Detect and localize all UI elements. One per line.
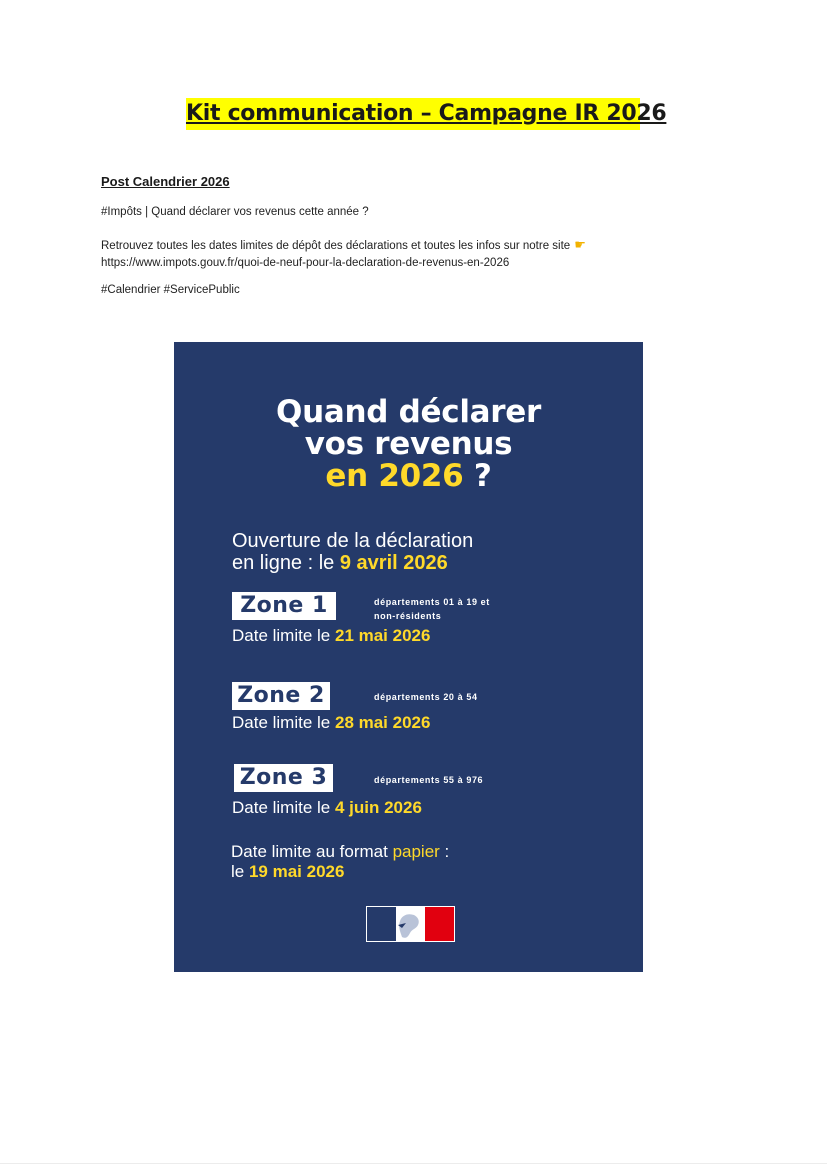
- zone-1-departments-line-1: départements 01 à 19 et: [374, 597, 490, 607]
- post-line-dates-info-text: Retrouvez toutes les dates limites de dépôt des déclarations et toutes les infos sur notre site: [101, 240, 571, 252]
- opening-prefix: en ligne : le: [232, 552, 340, 574]
- paper-word: papier: [392, 842, 440, 861]
- opening-line-2: [232, 552, 473, 574]
- headline-line-2: vos revenus: [304, 426, 513, 462]
- paper-prefix: Date limite au format: [231, 842, 393, 861]
- paper-line-2-prefix: le: [231, 862, 249, 881]
- republique-francaise-logo-icon: [366, 906, 455, 942]
- post-line-hashtag-question: #Impôts | Quand déclarer vos revenus cette année ?: [101, 206, 369, 218]
- zone-3-badge: Zone 3: [234, 764, 333, 792]
- zone-2-departments: départements 20 à 54: [374, 692, 478, 702]
- zone-1-badge: Zone 1: [232, 592, 336, 620]
- pointing-hand-icon: ☛: [574, 237, 586, 252]
- opening-date: 9 avril 2026: [339, 552, 448, 574]
- opening-announcement: [232, 530, 473, 574]
- post-line-dates-info: [101, 237, 586, 253]
- headline-line-1: Quand déclarer: [276, 394, 541, 430]
- headline-line-3: [174, 460, 643, 492]
- zone-2-deadline: [232, 713, 430, 733]
- section-heading: Post Calendrier 2026: [101, 174, 230, 189]
- zone-3-deadline-prefix: Date limite le: [232, 798, 335, 817]
- zone-3-departments: départements 55 à 976: [374, 775, 484, 785]
- paper-line-2: [231, 862, 449, 882]
- page-bottom-rule: [0, 1163, 827, 1164]
- paper-deadline: [231, 842, 449, 882]
- zone-1-deadline: [232, 626, 430, 646]
- zone-1-deadline-prefix: Date limite le: [232, 626, 335, 645]
- page-title: Kit communication – Campagne IR 2026: [186, 98, 640, 130]
- zone-3-deadline: [232, 798, 422, 818]
- zone-3-deadline-date: 4 juin 2026: [334, 798, 422, 817]
- marianne-profile-icon: [396, 907, 425, 941]
- zone-1-departments: [374, 595, 490, 623]
- zone-2-deadline-prefix: Date limite le: [232, 713, 335, 732]
- zone-1-departments-line-2: non-résidents: [374, 611, 442, 621]
- headline-question-mark: ?: [463, 458, 492, 494]
- zone-2-deadline-date: 28 mai 2026: [334, 713, 431, 732]
- post-line-hashtags: #Calendrier #ServicePublic: [101, 284, 240, 296]
- headline-year: en 2026: [325, 458, 464, 494]
- paper-line-1: [231, 842, 449, 862]
- zone-2-badge: Zone 2: [232, 682, 330, 710]
- paper-date: 19 mai 2026: [248, 862, 345, 881]
- opening-line-1: Ouverture de la déclaration: [232, 530, 474, 552]
- calendar-poster: [174, 342, 643, 972]
- poster-headline: [174, 396, 643, 492]
- post-line-url[interactable]: https://www.impots.gouv.fr/quoi-de-neuf-pour-la-declaration-de-revenus-en-2026: [101, 257, 510, 269]
- zone-1-deadline-date: 21 mai 2026: [334, 626, 431, 645]
- paper-colon: :: [439, 842, 450, 861]
